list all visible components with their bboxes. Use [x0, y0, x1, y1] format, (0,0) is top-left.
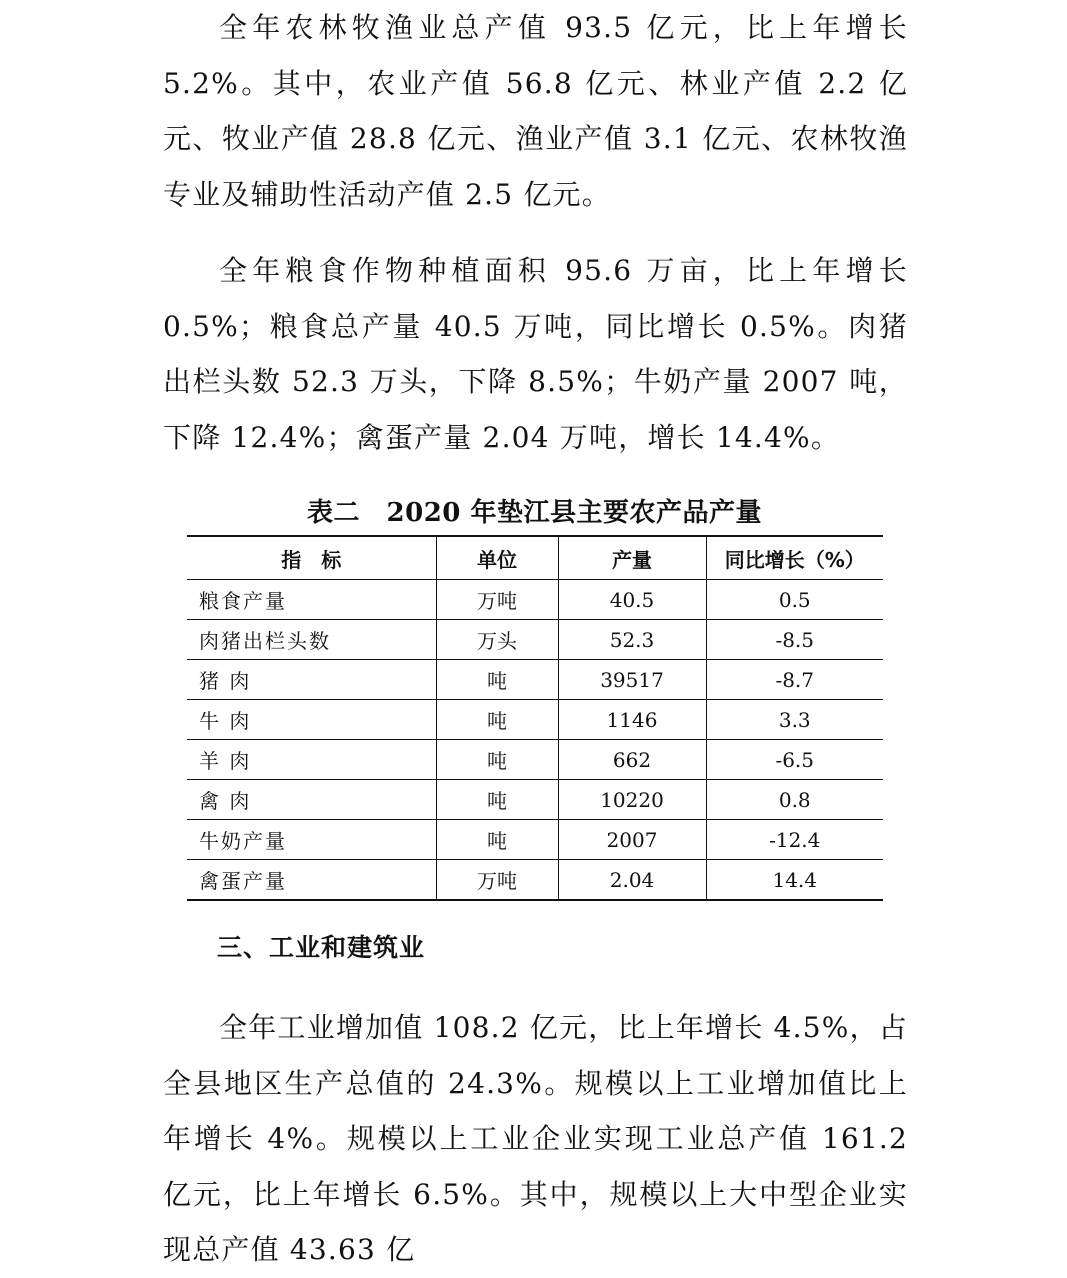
row-growth: 0.5 — [706, 580, 883, 620]
row-growth: 3.3 — [706, 700, 883, 740]
row-name: 禽 肉 — [187, 780, 436, 820]
row-growth: 0.8 — [706, 780, 883, 820]
table-row — [187, 740, 883, 780]
header-output: 产量 — [558, 536, 706, 580]
agri-products-table — [187, 535, 883, 901]
row-name: 牛 肉 — [187, 700, 436, 740]
row-unit: 吨 — [436, 700, 558, 740]
row-growth: -6.5 — [706, 740, 883, 780]
row-output: 2007 — [558, 820, 706, 860]
row-output: 39517 — [558, 660, 706, 700]
row-name: 禽蛋产量 — [187, 860, 436, 901]
row-unit: 吨 — [436, 740, 558, 780]
paragraph-industry: 全年工业增加值 108.2 亿元，比上年增长 4.5%，占全县地区生产总值的 24.3%。规模以上工业增加值比上年增长 4%。规模以上工业企业实现工业总产值 161.2 亿元，比上年增长 6.5%。其中，规模以上大中型企业实现总产值 43.63 亿 — [163, 1011, 908, 1266]
row-growth: 14.4 — [706, 860, 883, 901]
table-row — [187, 580, 883, 620]
row-output: 662 — [558, 740, 706, 780]
row-unit: 吨 — [436, 820, 558, 860]
paragraph-grain-livestock: 全年粮食作物种植面积 95.6 万亩，比上年增长 0.5%；粮食总产量 40.5 万吨，同比增长 0.5%。肉猪出栏头数 52.3 万头，下降 8.5%；牛奶产量 2007 吨，下降 12.4%；禽蛋产量 2.04 万吨，增长 14.4%。 — [163, 254, 908, 454]
row-name: 肉猪出栏头数 — [187, 620, 436, 660]
table-row — [187, 820, 883, 860]
header-indicator: 指 标 — [281, 547, 342, 572]
row-name: 羊 肉 — [187, 740, 436, 780]
header-growth: 同比增长（%） — [706, 536, 883, 580]
row-output: 40.5 — [558, 580, 706, 620]
row-unit: 吨 — [436, 660, 558, 700]
table-header-row — [187, 536, 883, 580]
row-unit: 万头 — [436, 620, 558, 660]
table-row — [187, 860, 883, 901]
table-row — [187, 780, 883, 820]
row-growth: -8.7 — [706, 660, 883, 700]
row-growth: -12.4 — [706, 820, 883, 860]
paragraph-agriculture-output: 全年农林牧渔业总产值 93.5 亿元，比上年增长 5.2%。其中，农业产值 56.8 亿元、林业产值 2.2 亿元、牧业产值 28.8 亿元、渔业产值 3.1 亿元、农林牧渔专业及辅助性活动产值 2.5 亿元。 — [163, 11, 908, 211]
row-name: 猪 肉 — [187, 660, 436, 700]
table-row — [187, 660, 883, 700]
row-output: 10220 — [558, 780, 706, 820]
row-output: 2.04 — [558, 860, 706, 901]
row-unit: 万吨 — [436, 580, 558, 620]
section-heading: 三、工业和建筑业 — [217, 933, 426, 962]
row-unit: 吨 — [436, 780, 558, 820]
row-output: 1146 — [558, 700, 706, 740]
header-unit: 单位 — [436, 536, 558, 580]
row-growth: -8.5 — [706, 620, 883, 660]
table-title: 表二 2020 年垫江县主要农产品产量 — [307, 498, 762, 528]
row-name: 牛奶产量 — [187, 820, 436, 860]
table-row — [187, 620, 883, 660]
row-unit: 万吨 — [436, 860, 558, 901]
table-row — [187, 700, 883, 740]
row-name: 粮食产量 — [187, 580, 436, 620]
row-output: 52.3 — [558, 620, 706, 660]
